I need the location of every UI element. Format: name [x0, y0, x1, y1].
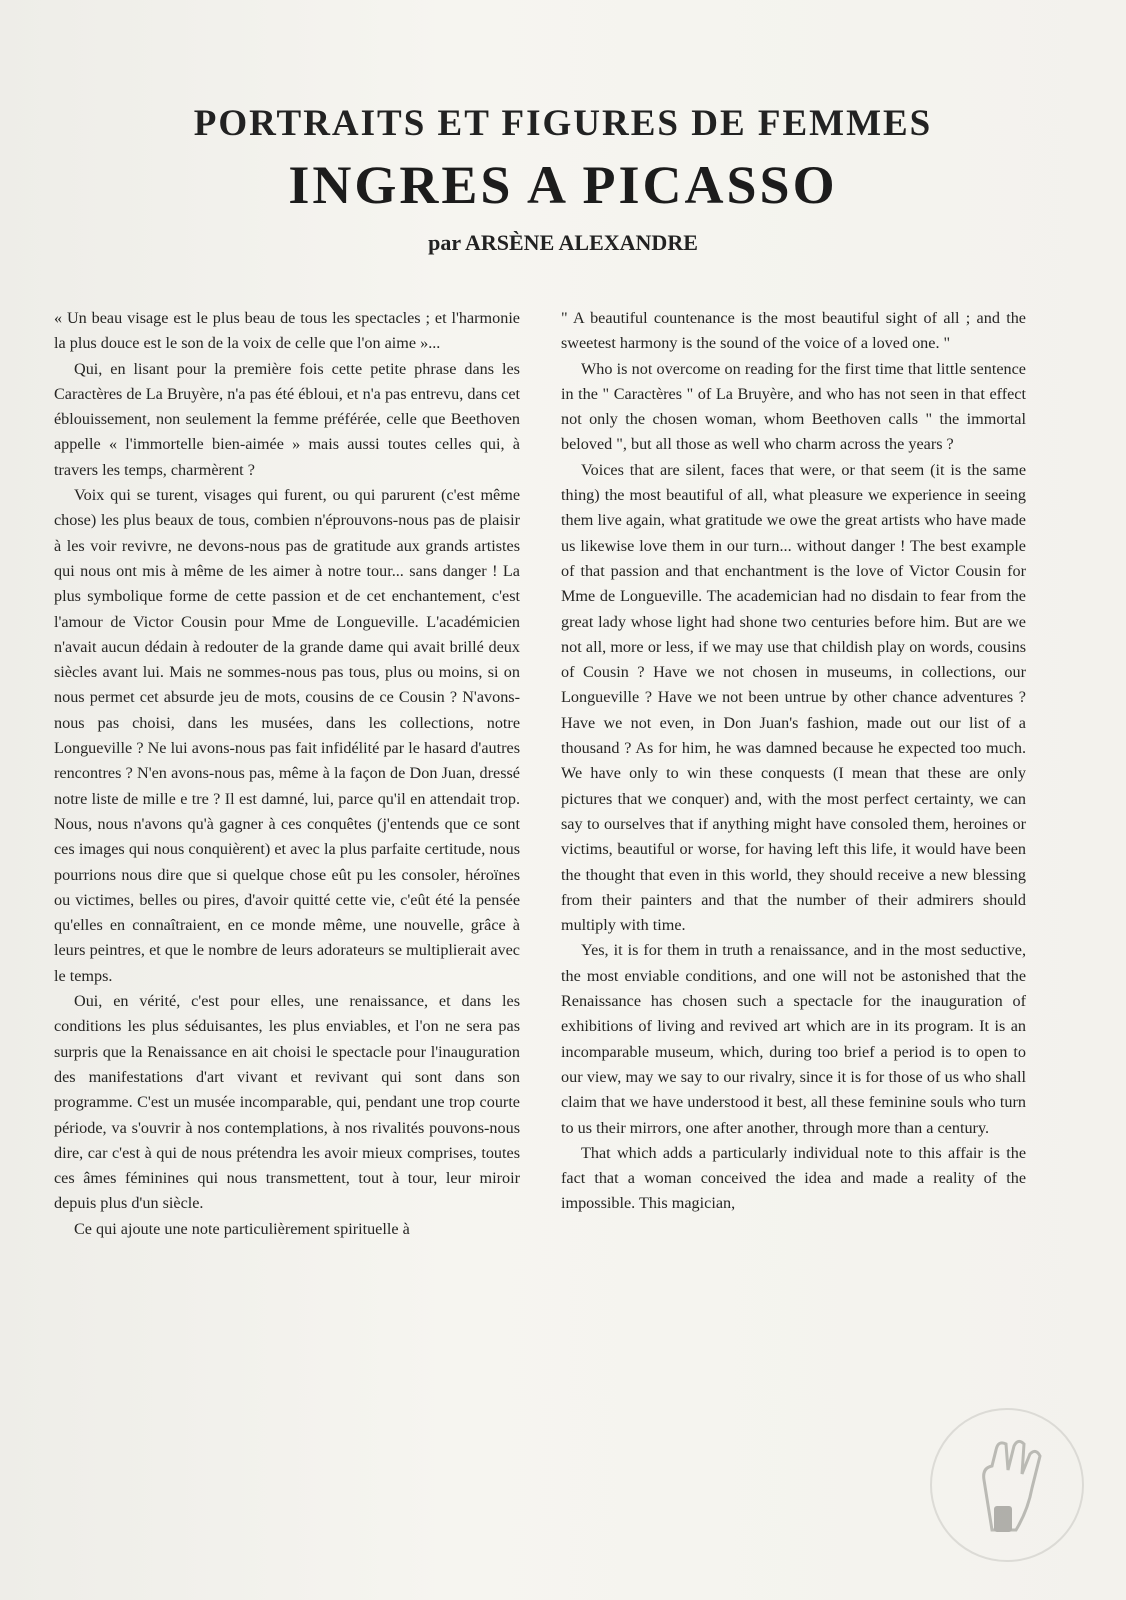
english-text-column — [561, 306, 1026, 1217]
article-byline: par ARSÈNE ALEXANDRE — [428, 230, 698, 255]
hand-stamp-icon — [930, 1408, 1084, 1562]
english-paragraph-4: Yes, it is for them in truth a renaissance, and in the most seductive, the most enviable conditions, and one will not be astonished that the Renaissance has chosen such a spectacle for the inauguration of exhibitions of living and revived art which are in its program. It is an incomparable museum, which, during too brief a period is to open to our view, may we say to our rivalry, since it is for those of us who shall claim that we have understood it best, all these feminine souls who turn to us their mirrors, one after another, through more than a century. — [561, 941, 1026, 1137]
article-title-line2: INGRES A PICASSO — [288, 155, 838, 215]
french-paragraph-5: Ce qui ajoute une note particulièrement spirituelle à — [74, 1219, 410, 1238]
french-paragraph-3: Voix qui se turent, visages qui furent, ou qui parurent (c'est même chose) les plus beaux de tous, combien n'éprouvons-nous pas de plaisir à les voir revivre, ne devons-nous pas de gratitude aux grands artistes qui nous ont mis à même de les aimer à notre tour... sans danger ! La plus symbolique forme de cette passion et de cet enchantement, c'est l'amour de Victor Cousin pour Mme de Longueville. L'académicien n'avait aucun dédain à redouter de la grande dame qui avait brillé deux siècles avant lui. Mais ne sommes-nous pas tous, plus ou moins, si on nous permet cet absurde jeu de mots, cousins de ce Cousin ? N'avons-nous pas choisi, dans les musées, dans les collections, notre Longueville ? Ne lui avons-nous pas fait infidélité par le hasard d'autres rencontres ? N'en avons-nous pas, même à la façon de Don Juan, dressé notre liste de mille e tre ? Il est damné, lui, parce qu'il en attendait trop. Nous, nous n'avons qu'à gagner à ces conquêtes (j'entends que ce sont ces images qui nous conquièrent) et avec la plus parfaite certitude, nous pourrions nous dire que si quelque chose eût pu les consoler, héroïnes ou victimes, belles ou pires, d'avoir quitté cette vie, c'eût été la pensée qu'elles en connaîtraient, en ce monde même, une nouvelle, grâce à leurs peintres, et que le nombre de leurs adorateurs se multiplierait avec le temps. — [54, 486, 520, 985]
french-paragraph-4: Oui, en vérité, c'est pour elles, une renaissance, et dans les conditions les plus séduisantes, les plus enviables, et l'on ne sera pas surpris que la Renaissance en ait choisi le spectacle pour l'inauguration des manifestations d'art vivant et revivant qui sont dans son programme. C'est un musée incomparable, qui, pendant une trop courte période, va s'ouvrir à nos contemplations, à nos rivalités pouvons-nous dire, car c'est à qui de nous prétendra les avoir mieux comprises, toutes ces âmes féminines qui nous transmettent, tout à tour, leur miroir depuis plus d'un siècle. — [54, 992, 520, 1213]
english-paragraph-5: That which adds a particularly individual note to this affair is the fact that a woman conceived the idea and made a reality of the impossible. This magician, — [561, 1143, 1026, 1213]
article-title-line1: PORTRAITS ET FIGURES DE FEMMES — [193, 103, 933, 144]
french-text-column — [54, 306, 520, 1242]
english-paragraph-3: Voices that are silent, faces that were, or that seem (it is the same thing) the most beautiful of all, what pleasure we experience in seeing them live again, what gratitude we owe the great artists who have made us likewise love them in our turn... without danger ! The best example of that passion and that enchantment is the love of Victor Cousin for Mme de Longueville. The academician had no disdain to fear from the great lady whose light had shone two centuries before him. But are we not all, more or less, if we may use that childish play on words, cousins of Cousin ? Have we not chosen in museums, in collections, our Longueville ? Have we not been untrue by other chance adventures ? Have we not even, in Don Juan's fashion, made out our list of a thousand ? As for him, he was damned because he expected too much. We have only to win these conquests (I mean that these are only pictures that we conquer) and, with the most perfect certainty, we can say to ourselves that if anything might have consoled them, heroines or victims, beautiful or worse, for having left this life, it would have been the thought that even in this world, they should receive a new blessing from their painters and that the number of their admirers should multiply with time. — [561, 460, 1026, 935]
french-paragraph-1: « Un beau visage est le plus beau de tous les spectacles ; et l'harmonie la plus douce est le son de la voix de celle que l'on aime »... — [54, 309, 520, 353]
english-paragraph-1: " A beautiful countenance is the most beautiful sight of all ; and the sweetest harmony is the sound of the voice of a loved one. " — [561, 309, 1026, 353]
english-paragraph-2: Who is not overcome on reading for the first time that little sentence in the " Caractères " of La Bruyère, and who has not seen in that effect not only the chosen woman, whom Beethoven calls " the immortal beloved ", but all those as well who charm across the years ? — [561, 359, 1026, 454]
french-paragraph-2: Qui, en lisant pour la première fois cette petite phrase dans les Caractères de La Bruyère, n'a pas été ébloui, et n'a pas entrevu, dans cet éblouissement, non seulement la femme préférée, celle que Beethoven appelle « l'immortelle bien-aimée » mais aussi toutes celles qui, à travers les temps, charmèrent ? — [54, 359, 520, 479]
